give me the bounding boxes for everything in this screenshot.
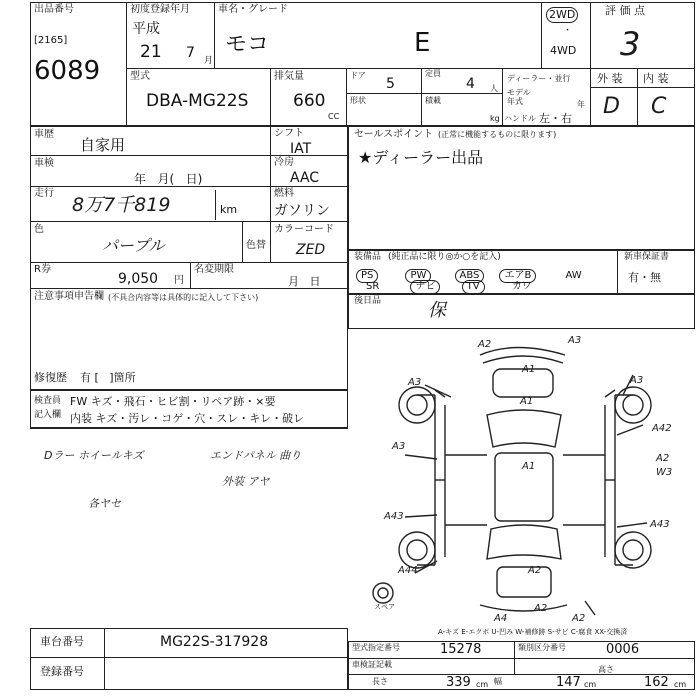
cc-unit: CC [328,112,340,121]
mark-a43-left: A43 [384,511,404,522]
handle-value: 左・右 [539,112,572,125]
capacity-label: 定員 [425,69,441,78]
lot-number: 6089 [34,56,101,86]
mark-a2-top: A2 [478,339,492,350]
equip-navi: ナビ [410,280,440,294]
mark-a2-rear-2: A2 [534,603,548,614]
model: DBA-MG22S [146,91,249,111]
spare-label: スペア [374,603,395,611]
lot-sub: [2165] [34,35,68,46]
score: 3 [620,25,641,63]
mark-a44: A44 [398,565,418,576]
chassis: MG22S-317928 [160,634,269,650]
mark-a3-door: A3 [392,441,406,452]
kg-unit: kg [490,114,500,123]
history: 自家用 [80,136,126,154]
inspection-label: 車検 [34,158,54,169]
mark-a43-right: A43 [650,519,670,530]
era: 平成 [132,21,160,37]
equipment-row-2 [366,280,532,294]
color-label: 色 [34,224,44,235]
sales-sub: (正常に機能するものに限ります) [438,130,557,139]
mileage: 8万7千819 [72,194,171,216]
color-code: ZED [296,242,326,258]
dim-label: 車検証記載 [352,660,392,669]
equip-aw: AW [565,270,582,281]
info-block [30,126,348,390]
width-unit: cm [584,680,597,689]
mileage-label: 走行 [34,188,54,199]
equip-pw: PW [405,269,431,283]
km-unit: km [220,203,238,216]
door-label: ドア [350,71,366,80]
height-unit: cm [674,680,687,689]
sales-block [348,126,695,250]
person-unit: 人 [490,84,498,93]
fuel: ガソリン [274,203,330,219]
ac-label: 冷房 [274,157,294,168]
color-code-label: カラーコード [274,224,334,235]
name-label: 車名・グレード [218,4,288,15]
notes-sub: (不具合内容等は具体的に記入して下さい) [108,293,259,302]
color-change-label: 色替 [246,240,266,251]
mark-a3-right: A3 [630,375,644,386]
first-reg-label: 初度登録年月 [130,4,190,15]
month: 7 [186,45,195,61]
model-year-unit: 年 [577,100,585,109]
shift: IAT [290,141,312,157]
aftermarket-block [348,294,695,329]
model-year-label: モデル 年式 [507,88,531,106]
equip-ps: PS [356,269,378,283]
equipment-label: 装備品 [354,252,382,262]
length-label: 長さ [372,677,388,686]
header-row [30,2,695,126]
score-label: 評 価 点 [605,4,645,17]
equip-abs: ABS [455,269,485,283]
shape-label: 形状 [350,96,366,105]
recycle: 9,050 [118,271,159,287]
mark-a2-bottom: A2 [572,613,586,624]
interior-label: 内 装 [643,72,669,85]
diagram-legend: A-キズ E-エクボ U-凹み W-補修跡 S-サビ C-腐食 XX-交換済 [438,628,628,636]
recycle-label: R券 [34,264,51,275]
car-name: モコ [225,32,270,57]
equip-airbag: エアB [499,269,536,283]
equip-sr: SR [366,281,380,292]
mark-a2-side: A2 [656,453,670,464]
remark-3: 外装 アヤ [222,475,270,488]
drive-4wd: 4WD [550,44,577,57]
type-designation-label: 型式指定番号 [352,643,400,652]
model-label: 型式 [130,71,150,82]
interior-score: C [651,94,667,119]
legend-title-2: 記入欄 [34,410,62,420]
equip-tv: TV [462,280,485,294]
sales-point: ★ディーラー出品 [358,148,484,167]
load-label: 積載 [425,96,441,105]
exterior-label: 外 装 [597,72,623,85]
length: 339 [446,675,471,690]
mark-a1-roof: A1 [520,396,534,407]
inspection-value: 年 月( 日) [134,172,203,186]
lot-label: 出品番号 [34,4,74,15]
class-label: 類別区分番号 [518,643,566,652]
mark-w3: W3 [656,467,673,478]
equip-leather: カワ [511,281,532,292]
width: 147 [556,675,581,690]
history-label: 車歴 [34,129,54,140]
aftermarket-label: 後日品 [354,296,382,306]
mark-a2-rear: A2 [528,565,542,576]
remark-2: エンドパネル 曲り [210,449,302,462]
capacity: 4 [466,76,475,92]
mark-a1-center: A1 [522,461,536,472]
mark-a42: A42 [652,423,672,434]
mark-a4-bottom: A4 [494,613,508,624]
chassis-label: 車台番号 [40,635,84,648]
mark-a3-left: A3 [408,377,422,388]
notes-label: 注意事項申告欄 [34,291,104,302]
aftermarket-value: 保 [428,300,446,321]
yen-unit: 円 [174,275,184,286]
drive-2wd: 2WD [546,7,578,23]
ac: AAC [290,170,320,186]
doors: 5 [386,76,395,92]
legend-row-1: FW キズ・飛石・ヒビ割・リペア跡・×要 [70,395,276,408]
class-number: 0006 [606,642,640,657]
warranty-label: 新車保証書 [624,252,670,262]
remark-1: Dラー ホイールキズ [44,449,144,462]
dealer-label: ディーラー・並行 [507,74,571,83]
legend-title-1: 検査員 [34,396,62,406]
handle-label: ハンドル [504,114,536,123]
drive-dot: ・ [563,26,573,36]
month-unit: 月 [204,56,214,66]
equipment-sub: (純正品に限り◎か○を記入) [388,252,501,262]
sales-label: セールスポイント [354,129,434,140]
mark-a1-hood: A1 [522,364,536,375]
name-change-label: 名変期限 [194,264,234,275]
mark-a3-top: A3 [568,335,582,346]
name-change-value: 月 日 [288,275,321,288]
grade: E [414,28,431,58]
repair-label: 修復歴 [34,371,67,384]
repair-value: 有 [ ]箇所 [80,371,136,384]
width-label: 幅 [494,677,502,686]
height-label: 高さ [598,665,614,674]
exterior-score: D [603,94,620,119]
displacement-label: 排気量 [274,71,304,82]
remark-4: 各ヤセ [88,497,121,510]
height: 162 [644,675,669,690]
legend-row-2: 内装 キズ・汚レ・コゲ・穴・スレ・キレ・破レ [70,412,305,425]
year: 21 [140,42,162,62]
warranty-value: 有・無 [628,271,661,284]
length-unit: cm [476,680,489,689]
color: パープル [102,236,165,255]
displacement: 660 [293,91,326,111]
shift-label: シフト [274,128,304,139]
type-designation: 15278 [440,642,482,657]
fuel-label: 燃料 [274,188,294,199]
reg-label: 登録番号 [40,665,84,678]
